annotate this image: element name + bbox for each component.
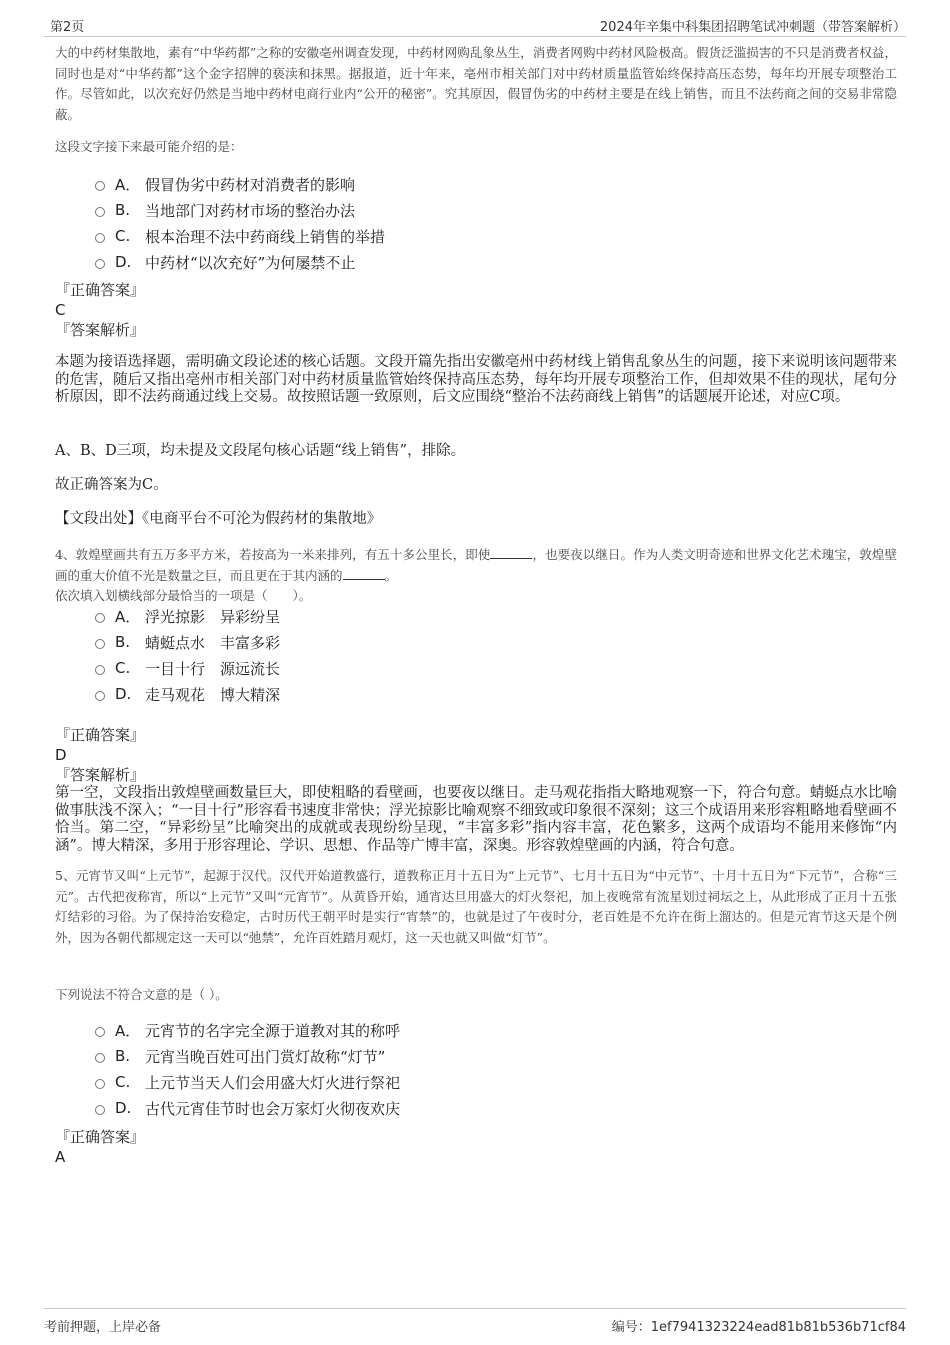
page-footer <box>44 1308 906 1339</box>
q4-passage-part1: 4、敦煌壁画共有五万多平方米，若按高为一米来排列，有五十多公里长，即使 <box>55 547 491 562</box>
q3-analysis-p1: 本题为接语选择题，需明确文段论述的核心话题。文段开篇先指出安徽亳州中药材线上销售乱象丛生的问题，接下来说明该问题带来的危害，随后又指出亳州市相关部门对中药材质量监管始终保持高压态势，每年均开展专项整治工作，但却效果不佳的现状，尾句分析原因，即不法药商通过线上交易。故按照话题一致原则，后文应围绕“整治不法药商线上销售”的话题展开论述，对应C项。 <box>55 354 897 405</box>
radio-icon[interactable] <box>95 259 105 269</box>
option-letter: A． <box>115 1021 141 1040</box>
q3-passage: 大的中药材集散地，素有“中华药都”之称的安徽亳州调查发现，中药材网购乱象丛生，消费者网购中药材风险极高。假货泛滥损害的不只是消费者权益，同时也是对“中华药都”这个金字招牌的亵渎和抹黑。据报道，近十年来，亳州市相关部门对中药材质量监管始终保持高压态势，每年均开展专项整治工作。尽管如此，以次充好仍然是当地中药材电商行业内“公开的秘密”。究其原因，假冒伪劣的中药材主要是在线上销售，而且不法药商之间的交易非常隐蔽。 <box>55 45 897 122</box>
option-text: 浮光掠影 异彩纷呈 <box>145 607 281 626</box>
q3-answer: C <box>55 301 66 319</box>
radio-icon[interactable] <box>95 181 105 191</box>
q3-answer-label: 『正确答案』 <box>55 281 146 299</box>
option-text: 当地部门对药材市场的整治办法 <box>145 201 356 220</box>
radio-icon[interactable] <box>95 233 105 243</box>
option-letter: C. <box>115 659 131 677</box>
q5-prompt: 下列说法不符合文意的是（ ）。 <box>55 987 228 1002</box>
option-text: 假冒伪劣中药材对消费者的影响 <box>145 175 356 194</box>
option-letter: A． <box>115 175 141 194</box>
document-id: 编号：1ef7941323224ead81b81b536b71cf84 <box>611 1320 906 1335</box>
q4-analysis-label: 『答案解析』 <box>55 766 146 784</box>
radio-icon[interactable] <box>95 1053 105 1063</box>
footer-slogan: 考前押题，上岸必备 <box>44 1320 162 1335</box>
option-letter: B. <box>115 201 131 219</box>
q3-prompt: 这段文字接下来最可能介绍的是： <box>55 139 243 154</box>
q5-options <box>95 1017 595 1121</box>
q4-option-c[interactable] <box>95 655 595 681</box>
q4-passage-part2: ，也要夜以继日。作为人类文明奇迹和世界文化艺术瑰宝，敦煌壁画的重大价值不光是数量之巨，而且更在于其内涵的 <box>55 547 897 583</box>
radio-icon[interactable] <box>95 665 105 675</box>
option-letter: B. <box>115 633 131 651</box>
q3-analysis-p3-block <box>55 477 897 495</box>
q4-option-d[interactable] <box>95 681 595 707</box>
option-letter: C. <box>115 227 131 245</box>
option-letter: A． <box>115 607 141 626</box>
option-letter: D. <box>115 1099 132 1117</box>
q5-answer-block <box>55 1127 897 1167</box>
page-header <box>44 14 906 37</box>
option-text: 走马观花 博大精深 <box>145 685 281 704</box>
q3-analysis-p2: A、B、D三项，均未提及文段尾句核心话题“线上销售”，排除。 <box>55 443 466 459</box>
q3-option-a[interactable] <box>95 171 595 197</box>
q4-answer: D <box>55 746 67 764</box>
option-text: 元宵当晚百姓可出门赏灯故称“灯节” <box>145 1047 386 1066</box>
option-text: 一目十行 源远流长 <box>145 659 281 678</box>
q5-answer: A <box>55 1148 66 1166</box>
q4-passage-part3: 。 <box>384 567 398 583</box>
q4-analysis-block <box>55 785 897 855</box>
q3-option-b[interactable] <box>95 197 595 223</box>
q4-passage-block <box>55 545 897 607</box>
radio-icon[interactable] <box>95 691 105 701</box>
page-number: 第2页 <box>50 20 85 35</box>
q4-option-a[interactable] <box>95 603 595 629</box>
q5-option-b[interactable] <box>95 1043 595 1069</box>
q3-option-c[interactable] <box>95 223 595 249</box>
q5-option-a[interactable] <box>95 1017 595 1043</box>
q5-option-c[interactable] <box>95 1069 595 1095</box>
q5-passage: 5、元宵节又叫“上元节”，起源于汉代。汉代开始道教盛行，道教称正月十五日为“上元节”、七月十五日为“中元节”、十月十五日为“下元节”，合称“三元”。古代把夜称宵，所以“上元节”又叫“元宵节”。从黄昏开始，通宵达旦用盛大的灯火祭祀，加上夜晚常有流星划过祠坛之上，从此形成了正月十五张灯结彩的习俗。为了保持治安稳定，古时历代王朝平时是实行“宵禁”的，也就是过了午夜时分，老百姓是不允许在街上溜达的。但是元宵节这天是个例外，因为各朝代都规定这一天可以“弛禁”，允许百姓踏月观灯，这一天也就又叫做“灯节”。 <box>55 868 897 945</box>
option-letter: B. <box>115 1047 131 1065</box>
q5-passage-block <box>55 866 897 948</box>
q3-analysis-label: 『答案解析』 <box>55 321 146 339</box>
radio-icon[interactable] <box>95 1105 105 1115</box>
option-text: 中药材“以次充好”为何屡禁不止 <box>145 253 356 272</box>
radio-icon[interactable] <box>95 1027 105 1037</box>
q5-option-d[interactable] <box>95 1095 595 1121</box>
q3-option-d[interactable] <box>95 249 595 275</box>
option-letter: C. <box>115 1073 131 1091</box>
option-text: 上元节当天人们会用盛大灯火进行祭祀 <box>145 1073 401 1092</box>
q3-answer-block <box>55 280 897 340</box>
radio-icon[interactable] <box>95 1079 105 1089</box>
q4-blank-2 <box>343 567 385 580</box>
q4-answer-label: 『正确答案』 <box>55 726 146 744</box>
q3-analysis-p3: 故正确答案为C。 <box>55 477 168 493</box>
q3-source-block <box>55 511 897 529</box>
q3-prompt-block <box>55 137 897 158</box>
q4-options <box>95 603 595 707</box>
option-text: 元宵节的名字完全源于道教对其的称呼 <box>145 1021 401 1040</box>
q5-answer-label: 『正确答案』 <box>55 1128 146 1146</box>
q4-passage <box>55 545 897 586</box>
q4-prompt: 依次填入划横线部分最恰当的一项是（ ）。 <box>55 588 312 603</box>
q5-prompt-block <box>55 985 897 1006</box>
q3-analysis-p2-block <box>55 443 897 461</box>
option-letter: D. <box>115 685 132 703</box>
q3-source: 【文段出处】《电商平台不可沦为假药材的集散地》 <box>55 511 382 527</box>
q3-analysis-block <box>55 354 897 407</box>
option-text: 根本治理不法中药商线上销售的举措 <box>145 227 386 246</box>
radio-icon[interactable] <box>95 639 105 649</box>
option-letter: D. <box>115 253 132 271</box>
document-title: 2024年辛集中科集团招聘笔试冲刺题（带答案解析） <box>599 20 906 35</box>
radio-icon[interactable] <box>95 613 105 623</box>
option-text: 蜻蜓点水 丰富多彩 <box>145 633 281 652</box>
q4-option-b[interactable] <box>95 629 595 655</box>
q4-answer-block <box>55 725 897 785</box>
q3-options <box>95 171 595 275</box>
radio-icon[interactable] <box>95 207 105 217</box>
q3-passage-block <box>55 43 897 125</box>
q4-analysis: 第一空，文段指出敦煌壁画数量巨大，即使粗略的看壁画，也要夜以继日。走马观花指指大略地观察一下，符合句意。蜻蜓点水比喻做事肤浅不深入；“一目十行”形容看书速度非常快；浮光掠影比喻观察不细致或印象很不深刻；这三个成语用来形容粗略地看壁画不恰当。第二空，“异彩纷呈”比喻突出的成就或表现纷纷呈现，“丰富多彩”指内容丰富，花色繁多，这两个成语均不能用来修饰“内涵”。博大精深，多用于形容理论、学识、思想、作品等广博丰富，深奥。形容敦煌壁画的内涵，符合句意。 <box>55 785 897 854</box>
q4-blank-1 <box>490 546 532 559</box>
option-text: 古代元宵佳节时也会万家灯火彻夜欢庆 <box>145 1099 401 1118</box>
